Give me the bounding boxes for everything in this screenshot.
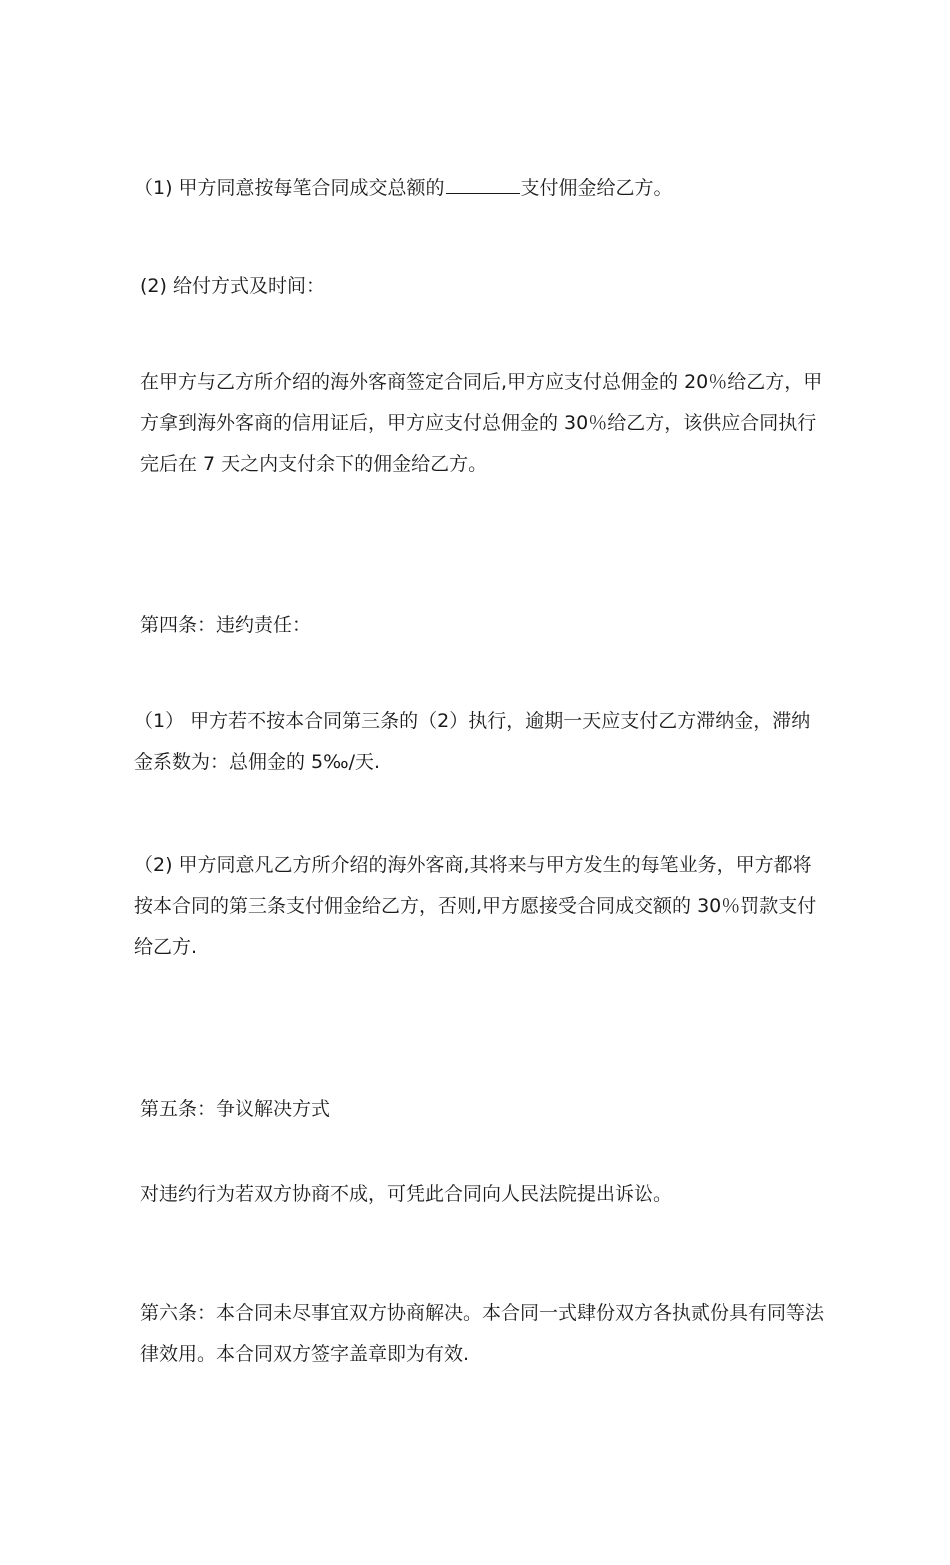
commission-rate-blank bbox=[446, 173, 520, 194]
clause6-body: 第六条：本合同未尽事宜双方协商解决。本合同一式肆份双方各执贰份具有同等法律效用。本合同双方签字盖章即为有效. bbox=[140, 1302, 825, 1365]
clause3-item2-heading: (2) 给付方式及时间： bbox=[140, 275, 325, 297]
clause4-item2: （2) 甲方同意凡乙方所介绍的海外客商,其将来与甲方发生的每笔业务，甲方都将按本合同的第三条支付佣金给乙方，否则,甲方愿接受合同成交额的 30％罚款支付给乙方. bbox=[134, 854, 817, 958]
clause3-item1 bbox=[134, 168, 824, 209]
clause3-item1-text-before: （1) 甲方同意按每笔合同成交总额的 bbox=[134, 177, 445, 199]
clause3-item1-text-after: 支付佣金给乙方。 bbox=[520, 177, 673, 199]
clause4-item1: （1） 甲方若不按本合同第三条的（2）执行，逾期一天应支付乙方滞纳金，滞纳金系数为：总佣金的 5‰/天. bbox=[134, 710, 811, 773]
clause4-heading: 第四条：违约责任： bbox=[140, 614, 312, 636]
clause5-body: 对违约行为若双方协商不成，可凭此合同向人民法院提出诉讼。 bbox=[140, 1183, 673, 1205]
clause5-heading: 第五条：争议解决方式 bbox=[140, 1098, 331, 1120]
clause3-item2-body: 在甲方与乙方所介绍的海外客商签定合同后,甲方应支付总佣金的 20％给乙方，甲方拿到海外客商的信用证后，甲方应支付总佣金的 30％给乙方，该供应合同执行完后在 7 天之内支付余下的佣金给乙方。 bbox=[140, 371, 823, 475]
